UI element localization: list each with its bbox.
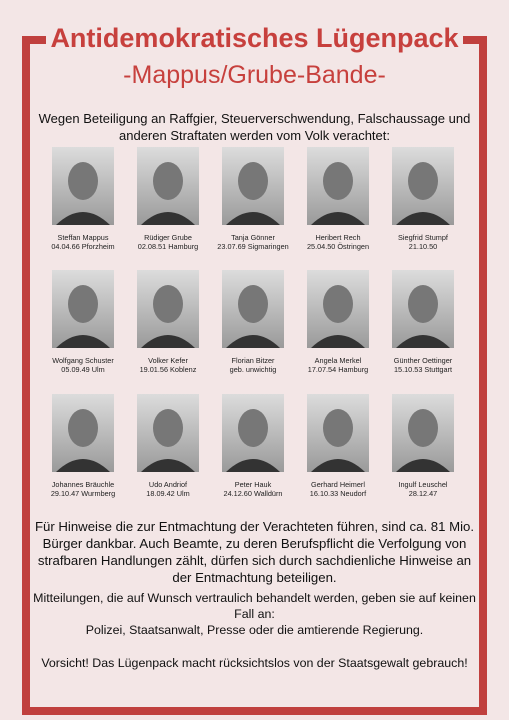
person-info: 16.10.33 Neudorf: [309, 489, 367, 498]
portrait-photo: [222, 270, 284, 348]
person-card: [210, 394, 296, 498]
person-card: [295, 394, 381, 498]
person-info: 24.12.60 Walldürn: [223, 489, 283, 498]
portrait-photo: [52, 394, 114, 472]
person-info: 23.07.69 Sigmaringen: [217, 242, 289, 251]
person-card: [125, 270, 211, 374]
notice-hints: Für Hinweise die zur Entmachtung der Verachteten führen, sind ca. 81 Mio. Bürger dankbar. Auch Beamte, zu deren Berufspflicht die Verfolgung von strafbaren Handlungen zählt, dürfen sich durch sachdienliche Hinweise an der Entmachtung beteiligen.: [34, 519, 475, 585]
portrait-photo: [137, 394, 199, 472]
person-name: Wolfgang Schuster: [52, 356, 114, 365]
title-container: [0, 22, 509, 54]
person-card: [380, 147, 466, 251]
person-card: [40, 270, 126, 374]
person-name: Rüdiger Grube: [144, 233, 192, 242]
person-info: 04.04.66 Pforzheim: [51, 242, 115, 251]
portrait-photo: [307, 147, 369, 225]
person-name: Tanja Gönner: [231, 233, 275, 242]
notice-confidential: [32, 590, 477, 638]
person-info: 28.12.47: [408, 489, 438, 498]
person-info: geb. unwichtig: [229, 365, 277, 374]
person-info: 25.04.50 Östringen: [306, 242, 370, 251]
person-name: Florian Bitzer: [231, 356, 275, 365]
portrait-photo: [137, 147, 199, 225]
person-info: 02.08.51 Hamburg: [137, 242, 199, 251]
person-card: [125, 394, 211, 498]
person-info: 29.10.47 Wurmberg: [50, 489, 116, 498]
warning-text: Vorsicht! Das Lügenpack macht rücksichtslos von der Staatsgewalt gebrauch!: [41, 656, 468, 670]
portrait-photo: [52, 147, 114, 225]
person-name: Ingulf Leuschel: [398, 480, 448, 489]
person-card: [295, 147, 381, 251]
person-card: [380, 270, 466, 374]
person-name: Volker Kefer: [148, 356, 188, 365]
portrait-photo: [392, 270, 454, 348]
portrait-photo: [307, 394, 369, 472]
portrait-photo: [52, 270, 114, 348]
poster-subtitle: -Mappus/Grube-Bande-: [123, 61, 386, 89]
person-card: [40, 147, 126, 251]
portrait-photo: [392, 394, 454, 472]
portrait-photo: [307, 270, 369, 348]
notice-confidential-line1: Mitteilungen, die auf Wunsch vertraulich behandelt werden, geben sie auf keinen Fall an:: [33, 591, 476, 621]
person-name: Heribert Rech: [315, 233, 361, 242]
person-info: 05.09.49 Ulm: [61, 365, 105, 374]
person-info: 19.01.56 Koblenz: [139, 365, 197, 374]
poster-title: Antidemokratisches Lügenpack: [46, 22, 462, 54]
portrait-photo: [222, 394, 284, 472]
person-card: [295, 270, 381, 374]
notice-confidential-line2: Polizei, Staatsanwalt, Presse oder die amtierende Regierung.: [85, 623, 424, 637]
person-name: Steffan Mappus: [57, 233, 109, 242]
person-card: [125, 147, 211, 251]
person-name: Siegfrid Stumpf: [398, 233, 448, 242]
person-card: [210, 270, 296, 374]
portrait-photo: [392, 147, 454, 225]
person-name: Johannes Bräuchle: [51, 480, 115, 489]
person-info: 15.10.53 Stuttgart: [393, 365, 452, 374]
person-info: 21.10.50: [408, 242, 438, 251]
person-card: [380, 394, 466, 498]
intro-text: Wegen Beteiligung an Raffgier, Steuerverschwendung, Falschaussage und anderen Straftaten werden vom Volk verachtet:: [38, 111, 471, 143]
portrait-photo: [222, 147, 284, 225]
person-info: 18.09.42 Ulm: [146, 489, 190, 498]
person-info: 17.07.54 Hamburg: [307, 365, 369, 374]
person-name: Gerhard Heimerl: [311, 480, 365, 489]
person-name: Günther Oettinger: [393, 356, 453, 365]
person-card: [40, 394, 126, 498]
person-name: Angela Merkel: [314, 356, 362, 365]
person-name: Peter Hauk: [234, 480, 272, 489]
person-card: [210, 147, 296, 251]
portrait-photo: [137, 270, 199, 348]
person-name: Udo Andriof: [148, 480, 188, 489]
